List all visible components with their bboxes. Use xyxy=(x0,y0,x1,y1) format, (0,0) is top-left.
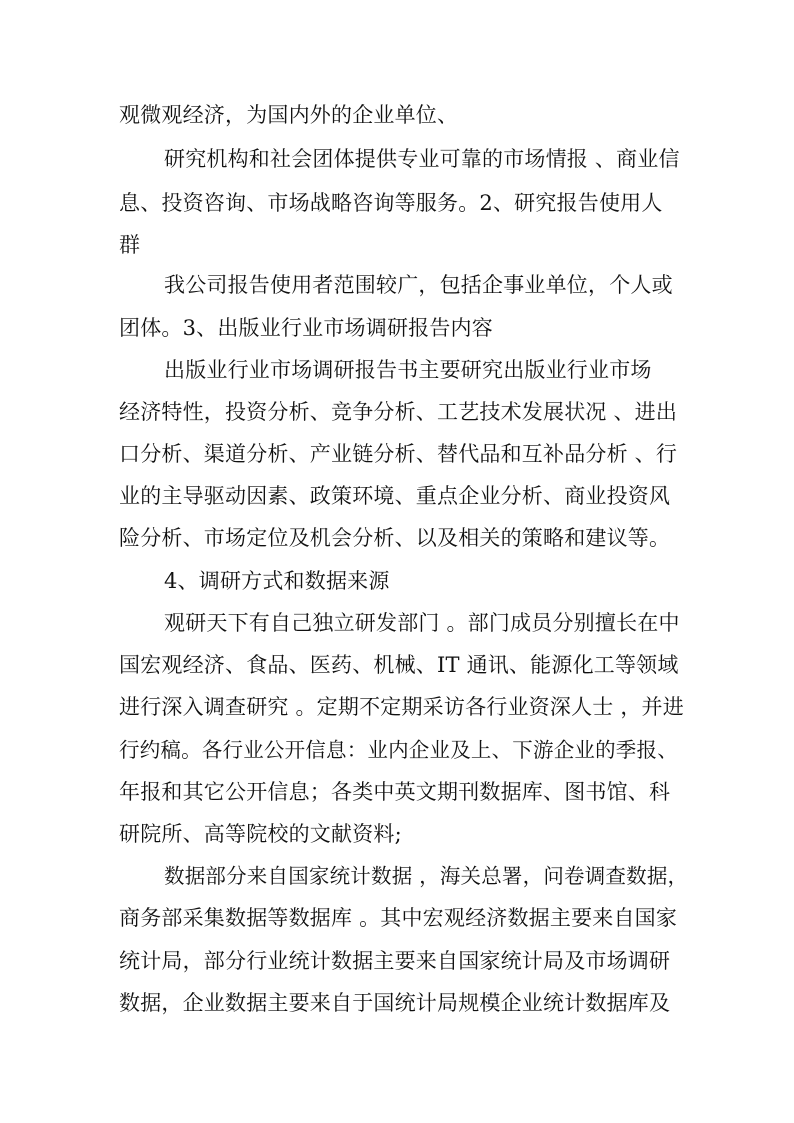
text-line: 数据部分来自国家统计数据 ，海关总署，问卷调查数据， xyxy=(164,864,689,888)
text-line: 进行深入调查研究 。定期不定期采访各行业资深人士 ，并进 xyxy=(119,695,684,719)
text-line: 数据，企业数据主要来自于国统计局规模企业统计数据库及 xyxy=(119,991,671,1015)
text-line: 群 xyxy=(119,233,141,257)
text-line: 业的主导驱动因素、政策环境、重点企业分析、商业投资风 xyxy=(119,484,671,508)
text-line: 我公司报告使用者范围较广，包括企事业单位，个人或 xyxy=(164,273,673,297)
text-line: 商务部采集数据等数据库 。其中宏观经济数据主要来自国家 xyxy=(119,906,678,930)
text-line: 4、调研方式和数据来源 xyxy=(164,569,390,593)
text-line: 行约稿。各行业公开信息：业内企业及上、下游企业的季报、 xyxy=(119,738,678,762)
text-line: 统计局，部分行业统计数据主要来自国家统计局及市场调研 xyxy=(119,949,671,973)
text-line: 出版业行业市场调研报告书主要研究出版业行业市场 xyxy=(164,358,652,382)
text-line: 观微观经济，为国内外的企业单位、 xyxy=(119,103,459,127)
text-line: 国宏观经济、食品、医药、机械、IT 通讯、能源化工等领域 xyxy=(119,653,679,677)
text-line: 团体。3、出版业行业市场调研报告内容 xyxy=(119,316,493,340)
text-line: 研究机构和社会团体提供专业可靠的市场情报 、商业信 xyxy=(164,147,680,171)
text-line: 险分析、市场定位及机会分析、以及相关的策略和建议等。 xyxy=(119,526,671,550)
text-line: 年报和其它公开信息；各类中英文期刊数据库、图书馆、科 xyxy=(119,780,671,804)
text-line: 息、投资咨询、市场战略咨询等服务。2、研究报告使用人 xyxy=(119,191,663,215)
text-line: 口分析、渠道分析、产业链分析、替代品和互补品分析 、行 xyxy=(119,442,678,466)
text-line: 观研天下有自己独立研发部门 。部门成员分别擅长在中 xyxy=(164,611,680,635)
text-line: 经济特性，投资分析、竞争分析、工艺技术发展状况 、进出 xyxy=(119,400,678,424)
text-line: 研院所、高等院校的文献资料; xyxy=(119,822,402,846)
